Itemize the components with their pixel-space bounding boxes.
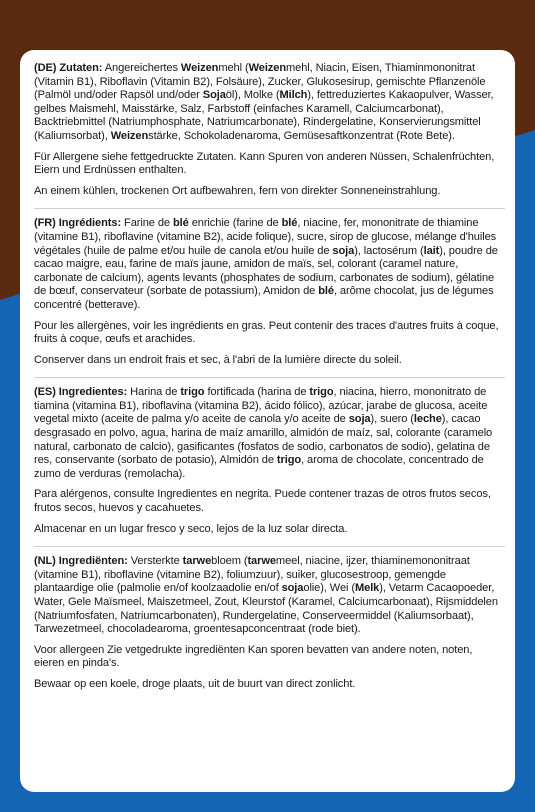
allergen-word: soja [281, 582, 304, 595]
allergen-word: Weizen [248, 62, 286, 74]
ingredient-text: , arôme chocolat, jus de légumes concentré (betterave). [34, 285, 494, 311]
ingredient-text: mehl, Niacin, Eisen, Thiaminmononitrat (Vitamin B1), Riboflavin (Vitamin B2), Folsäure), Zucker, Glukosesirup, gemischte Pflanzenöle (Palmöl und/oder Rapsöl und/oder [34, 62, 486, 102]
ingredient-text: mehl ( [218, 62, 249, 74]
storage-note: Almacenar en un lugar fresco y seco, lejos de la luz solar directa. [34, 522, 348, 535]
allergen-word: Soja [202, 89, 226, 102]
section-fr [34, 208, 505, 367]
allergen-word: (NL) Ingrediënten: [34, 555, 128, 568]
allergen-note: Für Allergene siehe fettgedruckte Zutaten. Kann Spuren von anderen Nüssen, Schalenfrüchten, Eiern und Erdnüssen enthalten. [34, 150, 495, 177]
ingredient-text: öl), Molke ( [225, 89, 280, 102]
section-es [34, 377, 505, 536]
allergen-word: tarwe [247, 555, 276, 568]
ingredient-text: ), Vetarm Cacaopoeder, Water, Gele Maïsmeel, Maiszetmeel, Zout, Kleurstof (Karamel, Calciumcarbonaat), Rijsmiddelen (Natriumfosfaten, Natriumcarbonaten), Rundergelatine, Conserveermiddel (Kaliumsorbaat), Tarwezetmeel, chocoladearoma, groentesapconcentraat (rode biet). [34, 582, 498, 636]
allergen-word: Melk [354, 582, 380, 595]
ingredient-text: , aroma de chocolate, concentrado de zumo de verduras (remolacha). [34, 454, 484, 480]
ingredient-text: ), poudre de cacao maigre, eau, farine de maïs jaune, amidon de maïs, sel, colorant (caramel nature, carbonate de calcium), agents levants (phosphates de sodium, carbonates de sodium), gélatine de bœuf, conservateur (sorbate de potassium), Amidon de [34, 244, 498, 298]
ingredient-text: Harina de [127, 386, 181, 399]
ingredients-text [34, 62, 505, 144]
section-nl [34, 546, 505, 691]
ingredient-text: olie), Wei ( [303, 582, 355, 595]
allergen-word: soja [332, 244, 355, 257]
ingredient-text: Angereichertes [102, 62, 181, 74]
allergen-word: trigo [276, 454, 302, 467]
allergen-word: (DE) Zutaten: [34, 62, 103, 74]
ingredients-text [34, 555, 505, 637]
allergen-word: Weizen [180, 62, 219, 74]
allergen-word: blé [172, 217, 189, 230]
allergen-word: (ES) Ingredientes: [34, 386, 128, 399]
ingredient-text: fortificada (harina de [204, 386, 310, 399]
ingredient-text: ), cacao desgrasado en polvo, agua, harina de maíz amarillo, almidón de maíz, sal, colorante (caramelo natural, carbonato de calcio), gasificantes (fosfatos de sodio, carbonatos de sodio), gelatina de res, conservante (sorbato de potasio), Almidón de [34, 413, 493, 467]
allergen-note: Pour les allergènes, voir les ingrédients en gras. Peut contenir des traces d'autres fruits à coque, fruits à coque, œufs et arachides. [34, 319, 499, 346]
allergen-word: lait [423, 244, 440, 257]
ingredients-text [34, 217, 505, 312]
allergen-word: trigo [180, 386, 205, 399]
storage-note: Conserver dans un endroit frais et sec, à l'abri de la lumière directe du soleil. [34, 353, 402, 366]
ingredients-panel [20, 50, 515, 792]
ingredient-text: meel, niacine, ijzer, thiaminemononitraat (vitamine B1), riboflavine (vitamine B2), foliumzuur), suiker, glucosestroop, gemengde plantaardige olie (palmolie en/of koolzaadolie en/of [34, 555, 470, 595]
section-de [34, 62, 505, 198]
ingredient-text: ), fettreduziertes Kakaopulver, Wasser, gelbes Maismehl, Maisstärke, Salz, Farbstoff (einfaches Karamell, Calciumcarbonat), Backtriebmittel (Natriumphosphate, Natriumcarbonate), Rindergelatine, Konservierungsmittel (Kaliumsorbat), [34, 89, 494, 142]
ingredient-text: ), suero ( [370, 413, 414, 426]
allergen-word: trigo [309, 386, 334, 399]
ingredient-text: , niacina, hierro, mononitrato de tiamina (vitamina B1), riboflavina (vitamina B2), ácido fólico), azúcar, jarabe de glucosa, aceite vegetal mixto (aceite de palma y/o aceite de canola y/o aceite de [34, 386, 488, 426]
allergen-word: (FR) Ingrédients: [34, 217, 122, 230]
ingredient-text: , niacine, fer, mononitrate de thiamine (vitamine B1), riboflavine (vitamine B2), acide folique), sucre, sirop de glucose, mélange d'huiles végétales (huile de palme et/ou huile de canola et/ou huile de [34, 217, 497, 257]
allergen-word: leche [413, 413, 442, 426]
ingredient-text: ), lactosérum ( [354, 244, 424, 257]
ingredient-text: enrichie (farine de [188, 217, 282, 230]
allergen-word: Milch [279, 89, 308, 102]
allergen-word: blé [318, 285, 334, 298]
ingredient-text: stärke, Schokoladenaroma, Gemüsesaftkonzentrat (Rote Bete). [148, 129, 455, 142]
allergen-word: soja [348, 413, 371, 426]
ingredient-text: Farine de [121, 217, 173, 230]
ingredient-text: Versterkte [127, 555, 183, 568]
allergen-note: Para alérgenos, consulte Ingredientes en negrita. Puede contener trazas de otros frutos secos, frutos secos, huevos y cacahuetes. [34, 488, 491, 515]
storage-note: An einem kühlen, trockenen Ort aufbewahren, fern von direkter Sonneneinstrahlung. [34, 184, 441, 197]
storage-note: Bewaar op een koele, droge plaats, uit de buurt van direct zonlicht. [34, 677, 356, 690]
allergen-word: Weizen [110, 129, 149, 142]
ingredients-text [34, 386, 505, 481]
ingredient-text: bloem ( [211, 555, 248, 568]
allergen-word: tarwe [182, 555, 212, 568]
allergen-word: blé [281, 217, 298, 230]
allergen-note: Voor allergeen Zie vetgedrukte ingrediënten Kan sporen bevatten van andere noten, noten, eieren en pinda's. [34, 643, 473, 670]
